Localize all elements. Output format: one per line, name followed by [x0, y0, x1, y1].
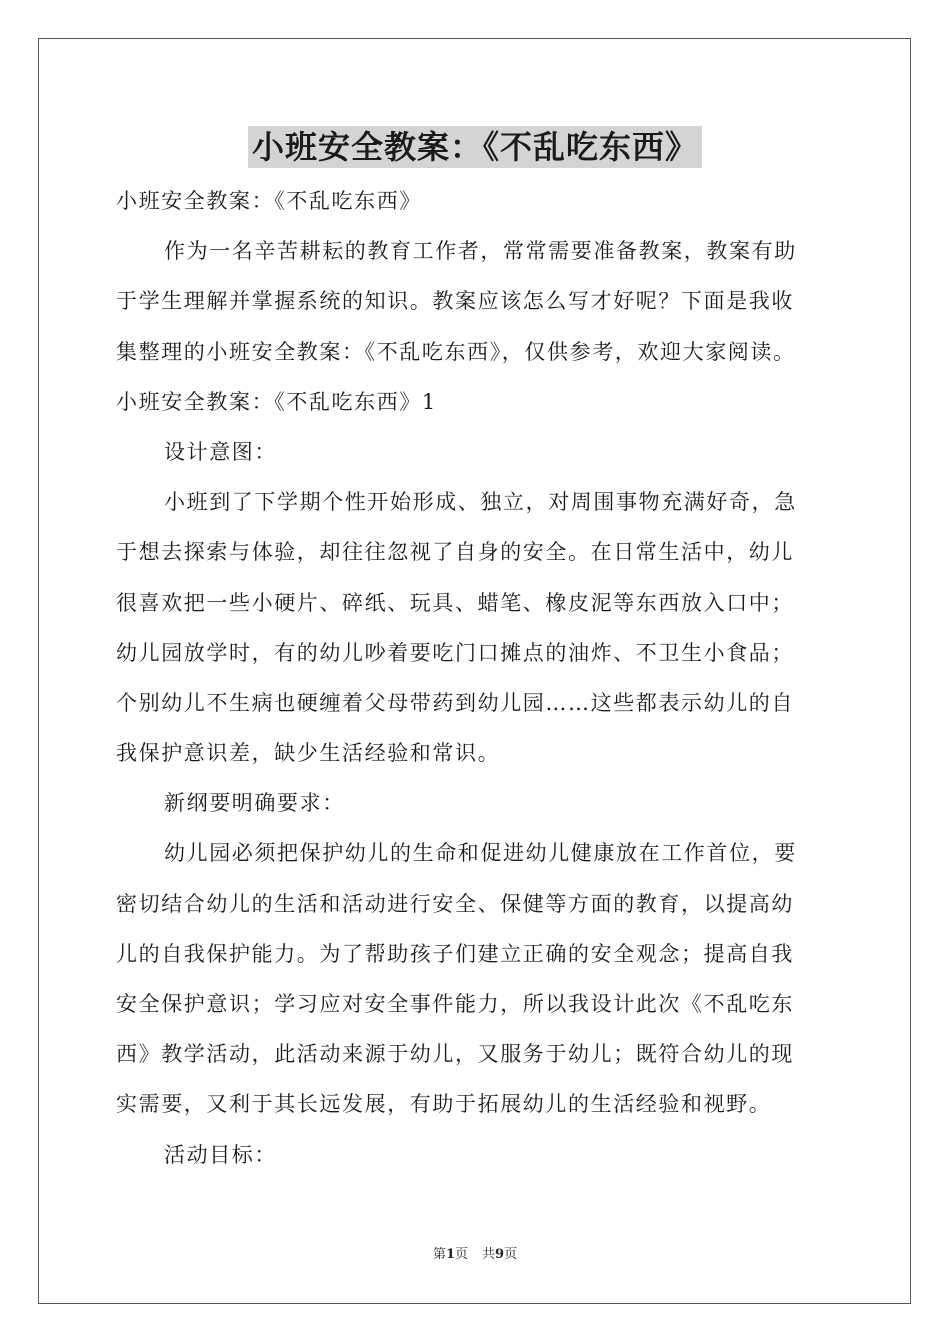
text-line: 儿的自我保护能力。为了帮助孩子们建立正确的安全观念；提高自我	[116, 941, 794, 966]
text-line: 西》教学活动，此活动来源于幼儿，又服务于幼儿；既符合幼儿的现	[116, 1042, 794, 1067]
page-footer	[0, 1246, 950, 1264]
text-line: 我保护意识差，缺少生活经验和常识。	[116, 741, 501, 766]
document-body	[116, 176, 836, 1180]
title-area	[0, 126, 950, 168]
text-line: 幼儿园放学时，有的幼儿吵着要吃门口摊点的油炸、不卫生小食品；	[116, 640, 794, 665]
text-line: 小班安全教案：《不乱吃东西》	[116, 189, 422, 213]
text-line: 个别幼儿不生病也硬缠着父母带药到幼儿园……这些都表示幼儿的自	[116, 690, 794, 715]
text-line: 于学生理解并掌握系统的知识。教案应该怎么写才好呢？下面是我收	[116, 289, 794, 314]
text-line: 小班安全教案：《不乱吃东西》1	[116, 389, 437, 414]
text-line: 小班到了下学期个性开始形成、独立，对周围事物充满好奇，急	[164, 490, 797, 515]
page-prefix: 第	[432, 1247, 446, 1262]
total-pages: 9	[495, 1247, 505, 1262]
text-line: 安全保护意识；学习应对安全事件能力，所以我设计此次《不乱吃东	[116, 992, 794, 1016]
text-line: 活动目标：	[164, 1142, 277, 1167]
page-suffix: 页	[454, 1247, 468, 1262]
text-line: 于想去探索与体验，却往往忽视了自身的安全。在日常生活中，幼儿	[116, 540, 794, 565]
total-suffix: 页	[504, 1247, 518, 1262]
text-line: 作为一名辛苦耕耘的教育工作者，常常需要准备教案，教案有助	[164, 239, 797, 264]
total-prefix: 共	[482, 1247, 496, 1262]
text-line: 新纲要明确要求：	[164, 791, 345, 816]
text-line: 实需要，又利于其长远发展，有助于拓展幼儿的生活经验和视野。	[116, 1092, 772, 1117]
text-line: 很喜欢把一些小硬片、碎纸、玩具、蜡笔、橡皮泥等东西放入口中；	[116, 590, 794, 615]
document-title: 小班安全教案：《不乱吃东西》	[248, 126, 702, 168]
text-line: 集整理的小班安全教案：《不乱吃东西》，仅供参考，欢迎大家阅读。	[116, 339, 796, 364]
text-line: 设计意图：	[164, 439, 277, 464]
text-line: 幼儿园必须把保护幼儿的生命和促进幼儿健康放在工作首位，要	[164, 841, 797, 866]
text-line: 密切结合幼儿的生活和活动进行安全、保健等方面的教育，以提高幼	[116, 891, 794, 916]
page-number: 1	[445, 1247, 455, 1262]
